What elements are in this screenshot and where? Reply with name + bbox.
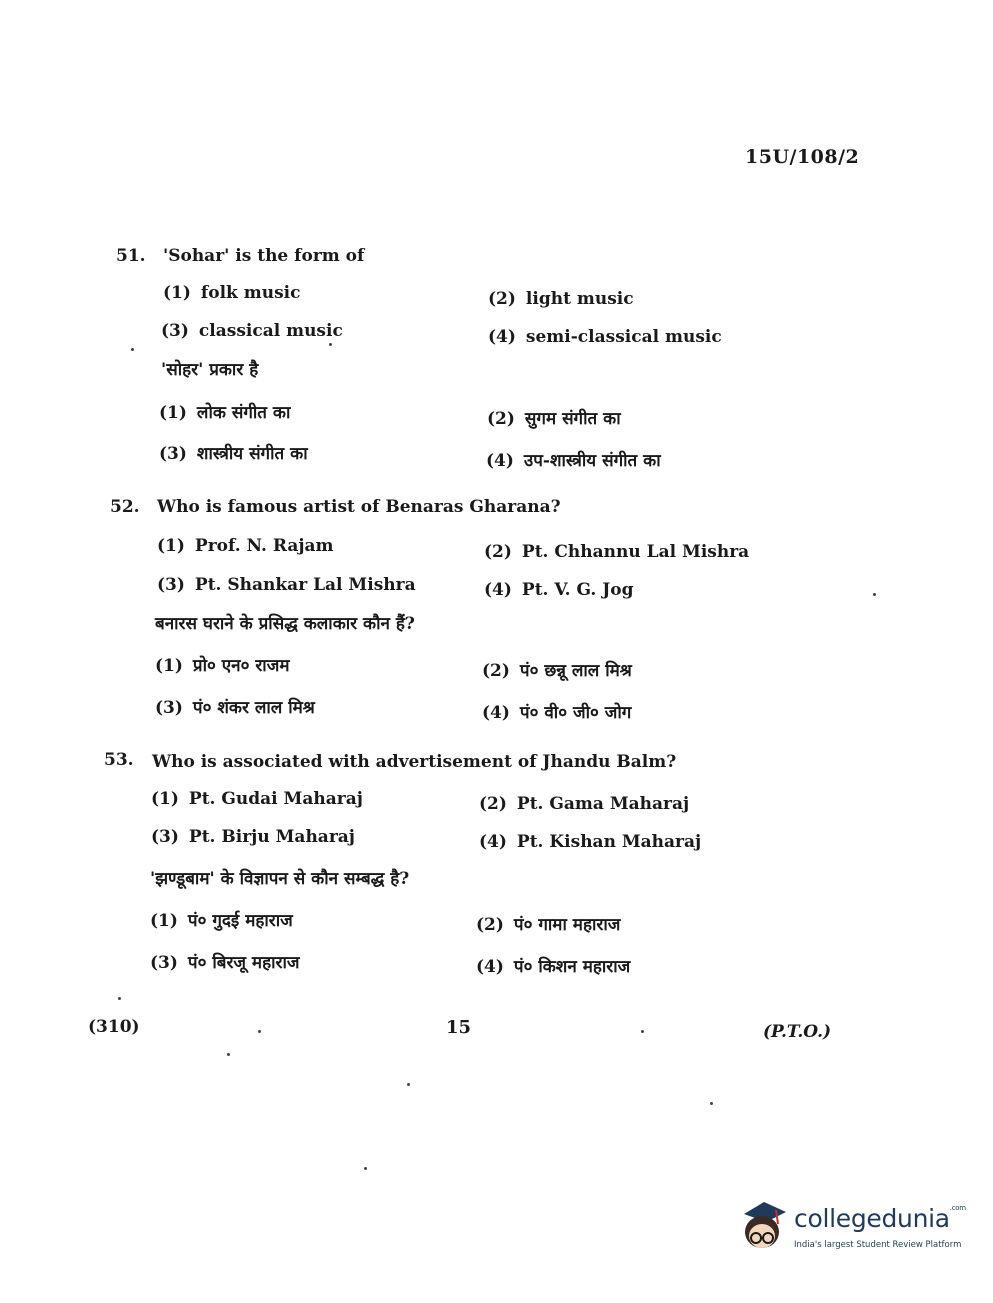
scan-speck [873, 593, 876, 596]
option-hi: (3) पं० शंकर लाल मिश्र [155, 698, 315, 718]
option-en: (4) Pt. V. G. Jog [484, 580, 634, 600]
question-text-en: Who is associated with advertisement of Jhandu Balm? [152, 752, 677, 772]
option-en: (4) semi-classical music [488, 327, 722, 347]
option-hi: (1) प्रो० एन० राजम [155, 656, 290, 676]
question-number: 52. [110, 497, 140, 517]
question-number: 51. [116, 246, 146, 266]
option-en: (4) Pt. Kishan Maharaj [479, 832, 702, 852]
paper-code: 15U/108/2 [745, 146, 860, 168]
question-text-hi: 'सोहर' प्रकार है [161, 360, 259, 380]
brand-name: collegedunia$^{.com}$ [794, 1204, 966, 1233]
option-hi: (4) पं० वी० जी० जोग [482, 703, 632, 723]
paper-series-code: (310) [88, 1017, 140, 1037]
scan-speck [641, 1030, 644, 1033]
option-hi: (2) पं० गामा महाराज [476, 915, 621, 935]
scan-speck [407, 1083, 410, 1086]
page-number: 15 [446, 1017, 472, 1038]
option-en: (2) Pt. Gama Maharaj [479, 794, 690, 814]
scan-speck [258, 1030, 261, 1033]
option-hi: (1) लोक संगीत का [159, 403, 291, 423]
option-hi: (3) शास्त्रीय संगीत का [159, 444, 308, 464]
scan-speck [364, 1167, 367, 1170]
scan-speck [227, 1053, 230, 1056]
option-hi: (1) पं० गुदई महाराज [150, 911, 293, 931]
scan-speck [131, 348, 134, 351]
mascot-icon [736, 1196, 792, 1256]
option-en: (2) light music [488, 289, 634, 309]
please-turn-over: (P.T.O.) [763, 1022, 832, 1042]
option-hi: (3) पं० बिरजू महाराज [150, 953, 300, 973]
question-number: 53. [104, 750, 134, 770]
option-en: (3) classical music [161, 321, 343, 341]
question-text-en: Who is famous artist of Benaras Gharana? [157, 497, 561, 517]
collegedunia-watermark [736, 1196, 966, 1260]
scan-speck [118, 997, 121, 1000]
option-en: (1) Prof. N. Rajam [157, 536, 334, 556]
brand-tagline: India's largest Student Review Platform [794, 1240, 962, 1250]
option-hi: (2) सुगम संगीत का [487, 409, 621, 429]
question-text-en: 'Sohar' is the form of [163, 246, 365, 266]
option-en: (3) Pt. Shankar Lal Mishra [157, 575, 416, 595]
option-en: (1) Pt. Gudai Maharaj [151, 789, 363, 809]
option-hi: (4) पं० किशन महाराज [476, 957, 631, 977]
option-hi: (4) उप-शास्त्रीय संगीत का [486, 451, 661, 471]
option-hi: (2) पं० छन्नू लाल मिश्र [482, 661, 632, 681]
option-en: (3) Pt. Birju Maharaj [151, 827, 355, 847]
option-en: (2) Pt. Chhannu Lal Mishra [484, 542, 750, 562]
question-text-hi: बनारस घराने के प्रसिद्ध कलाकार कौन हैं? [155, 614, 415, 634]
question-text-hi: 'झण्डूबाम' के विज्ञापन से कौन सम्बद्ध है? [150, 869, 410, 889]
option-en: (1) folk music [163, 283, 301, 303]
scan-speck [710, 1102, 713, 1105]
scan-speck [329, 343, 332, 346]
